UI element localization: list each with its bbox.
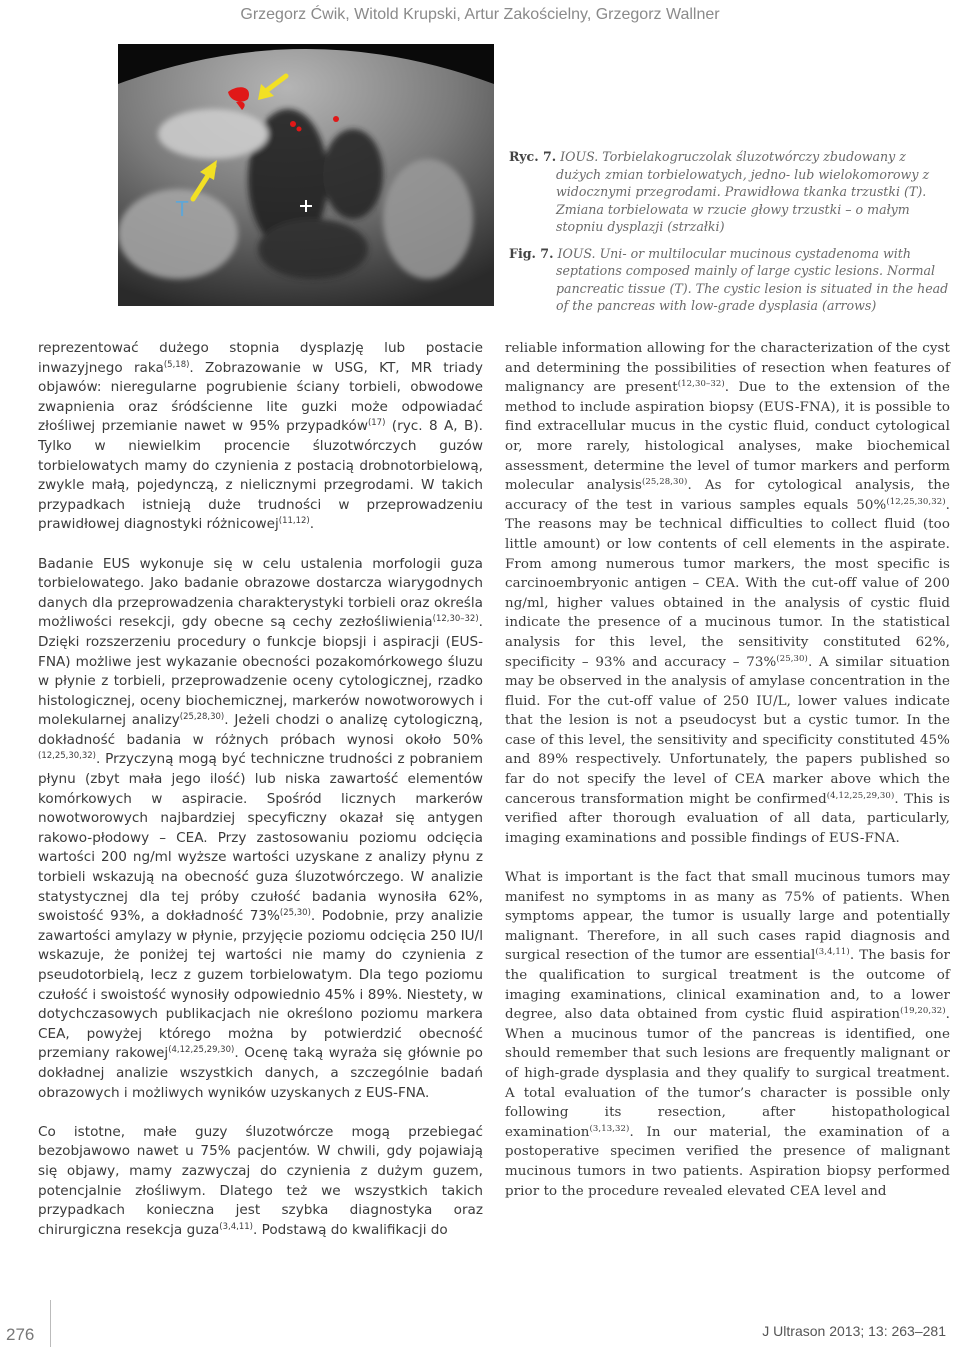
caption-english: Fig. 7. IOUS. Uni- or multilocular mucinous cystadenoma with septations composed mainly of large cystic lesions. Normal pancreatic tissue (T). The cystic lesion is situated in the head of the pancreas with low-grade dysplasia (arrows) xyxy=(509,245,949,313)
ultrasound-graphic xyxy=(118,44,494,306)
right-paragraph-1: reliable information allowing for the characterization of the cyst and determining the possibilities of resection when features of malignancy are present$^{(12,30-32)}$. Due to the extension of the method to include aspiration biopsy (EUS-FNA), it is possible to find extracellular mucus in the cystic fluid, conduct cytological or, more rarely, histological analyses, make biochemical assessment, determine the level of tumor markers and perform molecular analysis$^{(25,28,30)}$. As for cytological analysis, the accuracy of the test in various samples equals 50%$^{(12,25,30,32)}$. The reasons may be technical difficulties to collect fluid (too little amount) or low contents of cell elements in the aspirate. From among numerous tumor markers, the most specific is carcinoembryonic antigen – CEA. With the cut-off value of 200 ng/ml, higher values obtained in the analysis of cystic fluid indicate the presence of a mucinous tumor. In the statistical analysis for this level, the sensitivity constituted 62%, specificity – 93% and accuracy – 73%$^{(25,30)}$. A similar situation may be observed in the analysis of amylase concentration in the fluid. For the cut-off value of 250 IU/L, lower values indicate that the lesion is not a pseudocyst but a cystic tumor. In the case of this level, the sensitivity and specificity constituted 45% and 89% respectively. Unfortunately, the papers published so far do not specify the level of CEA marker above which the cancerous transformation might be confirmed$^{(4,12,25,29,30)}$. This is verified after thorough evaluation of all data, particularly, imaging examinations and possible findings of EUS-FNA. xyxy=(505,341,950,846)
left-paragraph-2: Badanie EUS wykonuje się w celu ustalenia morfologii guza torbielowatego. Jako badanie obrazowe dostarcza wiarygodnych danych dla przeprowadzenia charakterystyki torbieli oraz określa możliwości resekcji, gdy obecne są cechy zezłośliwienia$^{(12,30-32)}$. Dzięki rozszerzeniu procedury o funkcje biopsji i aspiracji (EUS-FNA) możliwe jest wykazanie obecności pozakomórkowego śluzu w płynie z torbieli, przeprowadzenie oceny cytologicznej, rzadko histologicznej, oceny biochemicznej, markerów nowotworowych i molekularnej analizy$^{(25,28,30)}$. Jeżeli chodzi o analizę cytologiczną, dokładność badania w różnych próbach wynosi około 50%$^{(12,25,30,32)}$. Przyczyną mogą być techniczne trudności z pobraniem płynu (zbyt mała jego ilość) lub niska zawartość elementów komórkowych w aspiracie. Spośród licznych markerów nowotworowych najbardziej specyficzny okazał się antygen rakowo-płodowy – CEA. Przy zastosowaniu poziomu odcięcia wartości 200 ng/ml wyższe wartości uzyskane z analizy płynu z torbieli wskazują na obecność guza śluzotwórczego. W analizie statystycznej dla tej próby czułość badania wynosiła 62%, swoistość 93%, a dokładność 73%$^{(25,30)}$. Podobnie, przy analizie zawartości amylazy w płynie, przyjęcie poziomu odcięcia 250 IU/l wskazuje, że poniżej tej wartości nie mamy do czynienia z pseudotorbielą, lecz z guzem torbielowatym. Dla tego poziomu czułość i swoistość wynosiły odpowiednio 45% i 89%. Niestety, w dotychczasowych publikacjach nie określono poziomu markera CEA, powyżej którego można by potwierdzić obecność przemiany rakowej$^{(4,12,25,29,30)}$. Ocenę taką wyraża się głównie po dokładnej analizie wszystkich danych, a szczególnie badań obrazowych i możliwych wyników uzyskanych z EUS-FNA. xyxy=(38,555,483,1101)
ious-ultrasound-image xyxy=(118,44,494,306)
left-paragraph-1: reprezentować dużego stopnia dysplazję lub postacie inwazyjnego raka$^{(5,18)}$. Zobrazowanie w USG, KT, MR triady objawów: nieregularne pogrubienie ściany torbieli, obwodowe zwapnienia oraz śródścienne lite guzki może odpowiadać złośliwej przemianie nawet w 95% przypadków$^{(17)}$ (ryc. 8 A, B). Tylko w niewielkim procencie śluzotwórczych guzów torbielowatych mamy do czynienia z postacią drobnotorbielową, zwykle małą, pojedynczą, z nielicznymi przegrodami. W takich przypadkach istnieją duże trudności w przeprowadzeniu prawidłowej diagnostyki różnicowej$^{(11,12)}$. xyxy=(38,340,483,533)
running-header: Grzegorz Ćwik, Witold Krupski, Artur Zakościelny, Grzegorz Wallner xyxy=(240,6,720,23)
left-column-polish xyxy=(38,339,483,1260)
page-number: 276 xyxy=(6,1325,35,1344)
figure-caption xyxy=(509,148,949,315)
caption-polish: Ryc. 7. IOUS. Torbielakogruczolak śluzotwórczy zbudowany z dużych zmian torbielowatych, jedno- lub wielokomorowy z widocznymi przegrodami. Prawidłowa tkanka trzustki (T). Zmiana torbielowata w rzucie głowy trzustki – o małym stopniu dysplazji (strzałki) xyxy=(509,149,930,234)
journal-citation: J Ultrason 2013; 13: 263–281 xyxy=(762,1323,946,1339)
right-paragraph-2: What is important is the fact that small mucinous tumors may manifest no symptoms in as many as 75% of patients. When symptoms appear, the tumor is usually large and potentially malignant. Therefore, in all such cases rapid diagnosis and surgical resection of the tumor are essential$^{(3,4,11)}$. The basis for the qualification to surgical treatment is the outcome of imaging examinations, clinical examination and, to a lower degree, also data obtained from cystic fluid aspiration$^{(19,20,32)}$. When a mucinous tumor of the pancreas is identified, one should remember that such lesions are frequently malignant or of high-grade dysplasia and they qualify to surgical treatment. A total evaluation of the tumor’s character is possible only following its resection, after histopathological examination$^{(3,13,32)}$. In our material, the examination of a postoperative specimen verified the presence of malignant mucinous tumors in two patients. Aspiration biopsy performed prior to the procedure revealed elevated CEA level and xyxy=(505,870,950,1199)
right-column-english xyxy=(505,339,950,1221)
footer-divider xyxy=(50,1300,51,1347)
left-paragraph-3: Co istotne, małe guzy śluzotwórcze mogą przebiegać bezobjawowo nawet u 75% pacjentów. W chwili, gdy pojawiają się objawy, mamy zazwyczaj do czynienia z dużym guzem, potencjalnie złośliwym. Dlatego też we wszystkich takich przypadkach konieczna jest szybka diagnostyka oraz chirurgiczna resekcja guza$^{(3,4,11)}$. Podstawą do kwalifikacji do xyxy=(38,1123,483,1238)
label-t: T xyxy=(176,197,189,221)
